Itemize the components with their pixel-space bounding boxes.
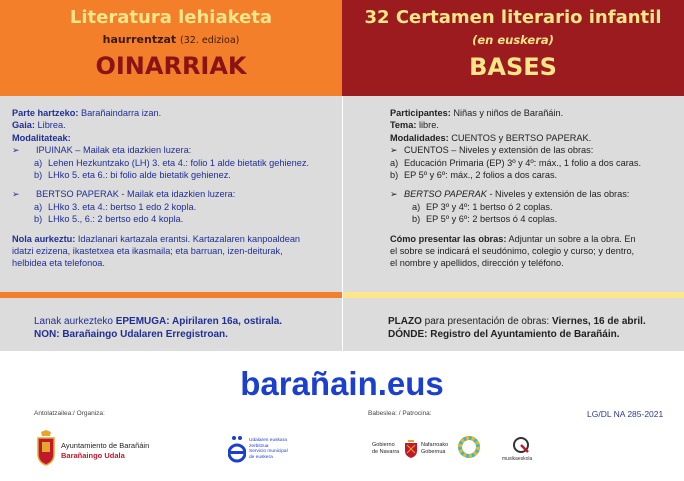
sponsor-label: Babeslea: / Patrocina: bbox=[368, 410, 432, 417]
theme-line: Gaia: Librea. bbox=[12, 120, 66, 131]
header-right-subtitle: (en euskera) bbox=[472, 33, 554, 47]
category-verses: ➢ BERTSO PAPERAK - Niveles y extensión de las obras: bbox=[390, 189, 630, 200]
website-link[interactable]: barañain.eus bbox=[240, 365, 444, 402]
participants-line: Parte hartzeko: Barañaindarra izan. bbox=[12, 108, 162, 118]
header-right-panel bbox=[342, 0, 684, 96]
list-item: b) EP 5º y 6º: máx., 2 folios a dos caras. bbox=[390, 170, 558, 181]
list-item: b) LHko 5. eta 6.: bi folio alde bietatik gehienez. bbox=[34, 170, 231, 181]
howto-paragraph: Nola aurkeztu: Idazlanari kartazala erantsi. Kartazalaren kanpoaldean idatzi ezizena, ikastetxea eta ikasmaila; eta barruan, izen-deiturak, helbidea eta telefonoa. bbox=[12, 233, 301, 269]
header-left-heading: OINARRIAK bbox=[95, 52, 247, 80]
howto-paragraph: Cómo presentar las obras: Adjuntar un sobre a la obra. En el sobre se indicará el seudónimo, colegio y curso; y dentro, el nombre y apellidos, dirección y teléfono. bbox=[390, 233, 636, 269]
arrow-bullet-icon: ➢ bbox=[12, 145, 20, 156]
theme-line: Tema: libre. bbox=[390, 120, 439, 131]
participants-line: Participantes: Niñas y niños de Barañáin. bbox=[390, 108, 564, 118]
ayuntamiento-logo: Ayuntamiento de Barañáin Barañaingo Udala bbox=[36, 430, 186, 470]
arrow-bullet-icon: ➢ bbox=[390, 189, 398, 200]
modalities-label: Modalitateak: bbox=[12, 132, 71, 143]
header-right-heading: BASES bbox=[469, 53, 557, 81]
category-stories: ➢ IPUINAK – Mailak eta idazkien luzera: bbox=[12, 145, 192, 156]
header-left-title: Literatura lehiaketa bbox=[69, 7, 273, 28]
list-item: a) EP 3º y 4º: 1 bertso ó 2 coplas. bbox=[412, 201, 553, 212]
list-item: a) Educación Primaria (EP) 3º y 4º: máx., 1 folio a dos caras. bbox=[390, 157, 642, 168]
category-stories: ➢ CUENTOS – Niveles y extensión de las obras: bbox=[390, 145, 594, 156]
header-right-title: 32 Certamen literario infantil bbox=[364, 7, 662, 28]
arrow-bullet-icon: ➢ bbox=[12, 189, 20, 200]
list-item: a) LHko 3. eta 4.: bertso 1 edo 2 kopla. bbox=[34, 201, 197, 212]
modalities-line: Modalidades: CUENTOS y BERTSO PAPERAK. bbox=[390, 132, 592, 143]
gobierno-navarra-logo: Gobierno de Navarra Nafarroako Gobernua bbox=[372, 440, 462, 470]
organizer-label: Antolatzailea:/ Organiza: bbox=[34, 410, 105, 417]
arrow-bullet-icon: ➢ bbox=[390, 145, 398, 156]
list-item: b) EP 5º y 6º: 2 bertsos ó 4 coplas. bbox=[412, 214, 558, 225]
list-item: b) LHko 5., 6.: 2 bertso edo 4 kopla. bbox=[34, 214, 184, 225]
coat-of-arms-icon bbox=[36, 430, 56, 466]
list-item: a) Lehen Hezkuntzako (LH) 3. eta 4.: folio 1 alde bietatik gehienez. bbox=[34, 157, 309, 168]
column-divider bbox=[342, 96, 343, 351]
euskera-e-icon bbox=[228, 434, 246, 464]
musika-eskola-logo: musikaeskola bbox=[502, 436, 546, 470]
navarra-shield-icon bbox=[405, 440, 417, 458]
header-left-panel bbox=[0, 0, 342, 96]
music-school-icon bbox=[512, 436, 530, 454]
category-verses: ➢ BERTSO PAPERAK - Mailak eta idazkien luzera: bbox=[12, 189, 236, 200]
euskera-service-logo: Udalaren euskara zerbitzua Servicio municipal de euskera bbox=[228, 434, 328, 470]
basque-rules-column bbox=[12, 107, 334, 270]
sdg-wheel-icon bbox=[458, 436, 480, 458]
deadline-basque: Lanak aurkezteko EPEMUGA: Apirilaren 16a, ostirala. NON: Barañaingo Udalaren Erregistroan. bbox=[34, 316, 283, 340]
legal-deposit: LG/DL NA 285-2021 bbox=[587, 409, 664, 419]
spanish-rules-column bbox=[390, 107, 680, 270]
header-left-subtitle: haurrentzat (32. edizioa) bbox=[102, 33, 240, 46]
deadline-spanish: PLAZO para presentación de obras: Viernes, 16 de abril. DÓNDE: Registro del Ayuntamiento de Barañáin. bbox=[388, 316, 646, 340]
